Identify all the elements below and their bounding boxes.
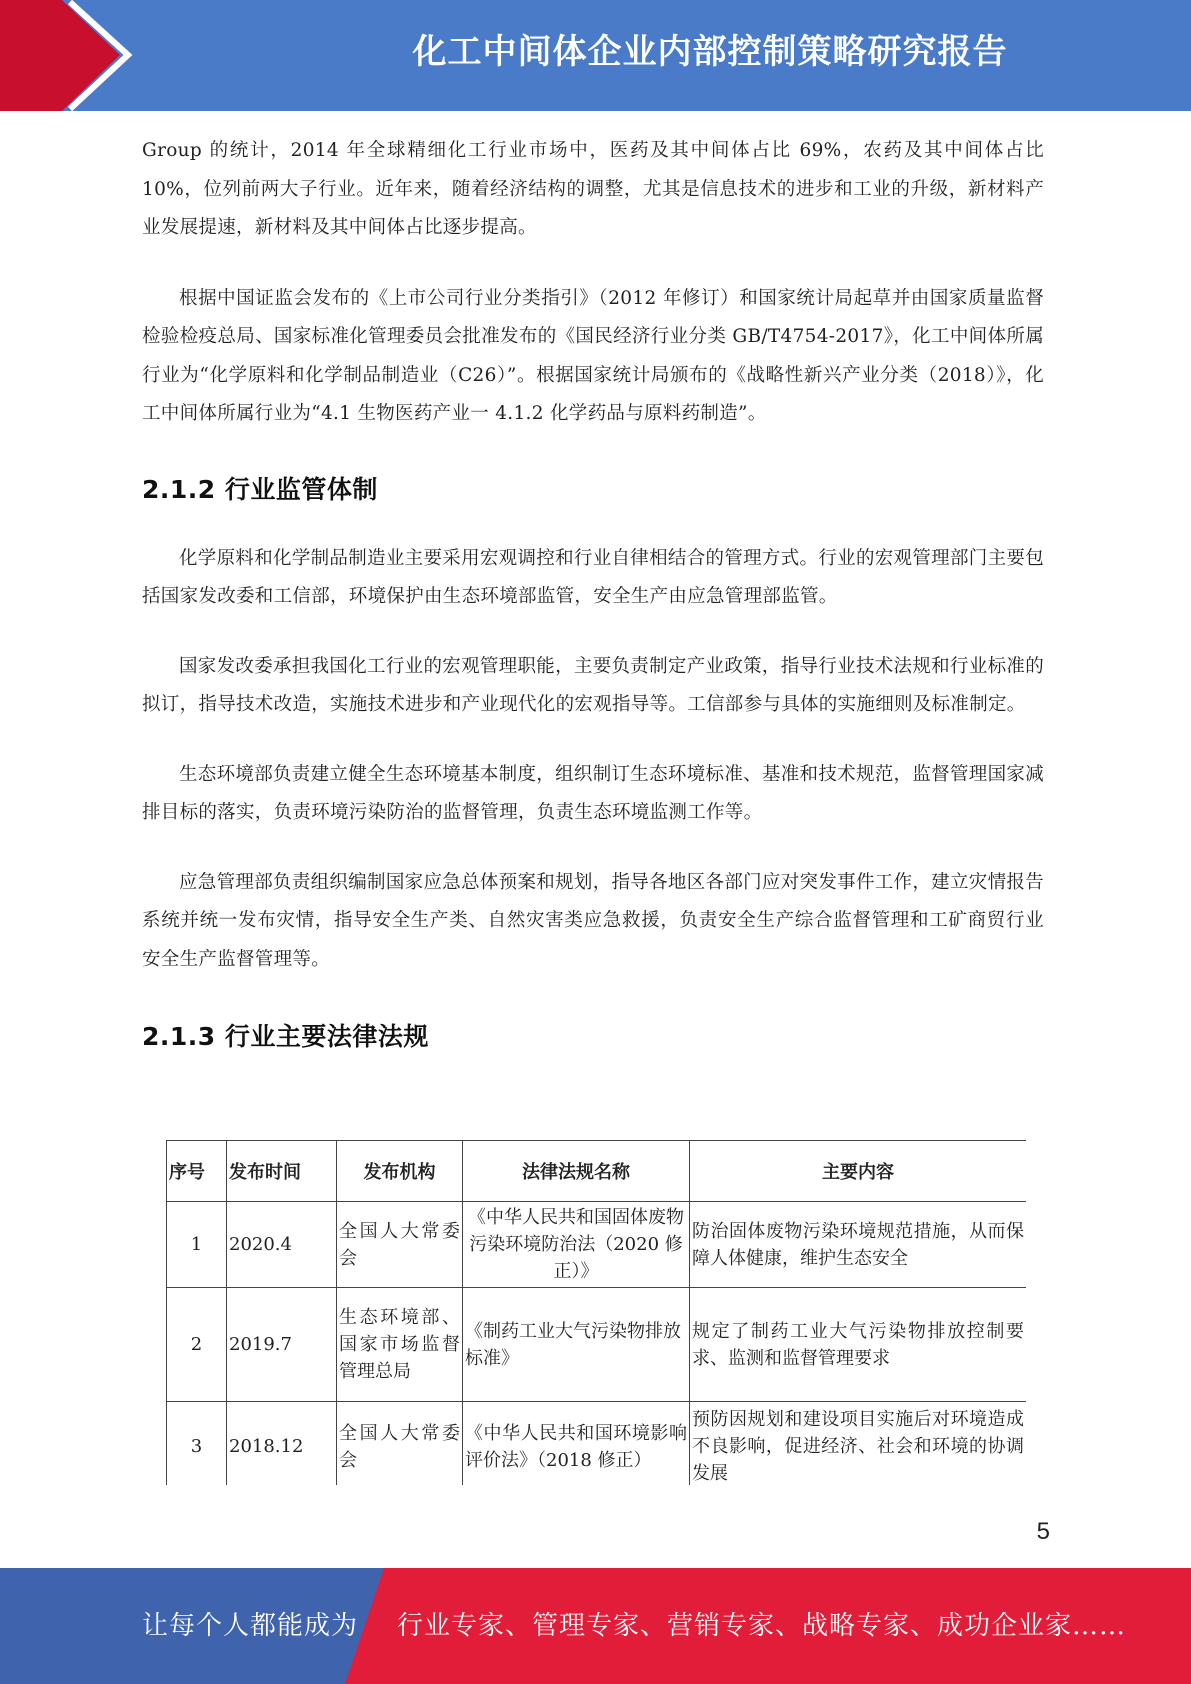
paragraph-emergency-duties: 应急管理部负责组织编制国家应急总体预案和规划，指导各地区各部门应对突发事件工作，建立灾情报告系统并统一发布灾情，指导安全生产类、自然灾害类应急救援，负责安全生产综合监督管理和工矿商贸行业安全生产监督管理等。 (142, 871, 1044, 970)
cell-law-name: 《中华人民共和国固体废物污染环境防治法（2020 修正）》 (463, 1202, 690, 1288)
paragraph-ndrc-duties: 国家发改委承担我国化工行业的宏观管理职能，主要负责制定产业政策，指导行业技术法规和行业标准的拟订，指导技术改造，实施技术进步和产业现代化的宏观指导等。工信部参与具体的实施细则及标准制定。 (142, 655, 1044, 715)
cell-content: 防治固体废物污染环境规范措施，从而保障人体健康，维护生态安全 (690, 1202, 1027, 1288)
cell-law-name: 《中华人民共和国环境影响评价法》（2018 修正） (463, 1402, 690, 1486)
footer-slogan-left: 让每个人都能成为 (142, 1611, 359, 1641)
cell-date: 2019.7 (227, 1288, 337, 1402)
header-arrow-decoration (0, 0, 160, 111)
paragraph-industry-classification: 根据中国证监会发布的《上市公司行业分类指引》（2012 年修订）和国家统计局起草并由国家质量监督检验检疫总局、国家标准化管理委员会批准发布的《国民经济行业分类 GB/T4754-2017》，化工中间体所属行业为“化学原料和化学制品制造业（C26）”。根据国家统计局颁布的《战略性新兴产业分类（2018）》，化工中间体所属行业为“4.1 生物医药产业一 4.1.2 化学药品与原料药制造”。 (142, 287, 1044, 424)
header-content: 主要内容 (690, 1141, 1027, 1202)
page-number: 5 (1036, 1518, 1050, 1545)
paragraph-market-share: Group 的统计，2014 年全球精细化工行业市场中，医药及其中间体占比 69%，农药及其中间体占比 10%，位列前两大子行业。近年来，随着经济结构的调整，尤其是信息技术的进步和工业的升级，新材料产业发展提速，新材料及其中间体占比逐步提高。 (142, 140, 1044, 238)
laws-table (166, 1140, 1026, 1485)
cell-index: 1 (167, 1202, 227, 1288)
table-row (167, 1288, 1027, 1402)
header-law-name: 法律法规名称 (463, 1141, 690, 1202)
laws-table-container (166, 1140, 1026, 1485)
table-row (167, 1402, 1027, 1486)
header-index: 序号 (167, 1141, 227, 1202)
page-header (0, 0, 1191, 111)
cell-issuer: 全国人大常委会 (337, 1202, 463, 1288)
cell-issuer: 全国人大常委会 (337, 1402, 463, 1486)
section-heading-regulatory-system: 2.1.2 行业监管体制 (142, 474, 378, 504)
cell-index: 2 (167, 1288, 227, 1402)
table-row (167, 1202, 1027, 1288)
section-heading-laws: 2.1.3 行业主要法律法规 (142, 1022, 429, 1051)
cell-content: 规定了制药工业大气污染物排放控制要求、监测和监督管理要求 (690, 1288, 1027, 1402)
header-date: 发布时间 (227, 1141, 337, 1202)
page-footer (0, 1568, 1191, 1684)
cell-content: 预防因规划和建设项目实施后对环境造成不良影响，促进经济、社会和环境的协调发展 (690, 1402, 1027, 1486)
cell-issuer: 生态环境部、国家市场监督管理总局 (337, 1288, 463, 1402)
report-title: 化工中间体企业内部控制策略研究报告 (412, 32, 1008, 72)
paragraph-management-mode: 化学原料和化学制品制造业主要采用宏观调控和行业自律相结合的管理方式。行业的宏观管理部门主要包括国家发改委和工信部，环境保护由生态环境部监管，安全生产由应急管理部监管。 (142, 547, 1044, 607)
cell-date: 2020.4 (227, 1202, 337, 1288)
table-header-row (167, 1141, 1027, 1202)
paragraph-ecology-duties: 生态环境部负责建立健全生态环境基本制度，组织制订生态环境标准、基准和技术规范，监督管理国家减排目标的落实，负责环境污染防治的监督管理，负责生态环境监测工作等。 (142, 763, 1044, 823)
header-issuer: 发布机构 (337, 1141, 463, 1202)
cell-index: 3 (167, 1402, 227, 1486)
document-body (142, 132, 1044, 1053)
cell-date: 2018.12 (227, 1402, 337, 1486)
cell-law-name: 《制药工业大气污染物排放标准》 (463, 1288, 690, 1402)
footer-slogan-right: 行业专家、管理专家、营销专家、战略专家、成功企业家…… (397, 1611, 1127, 1641)
